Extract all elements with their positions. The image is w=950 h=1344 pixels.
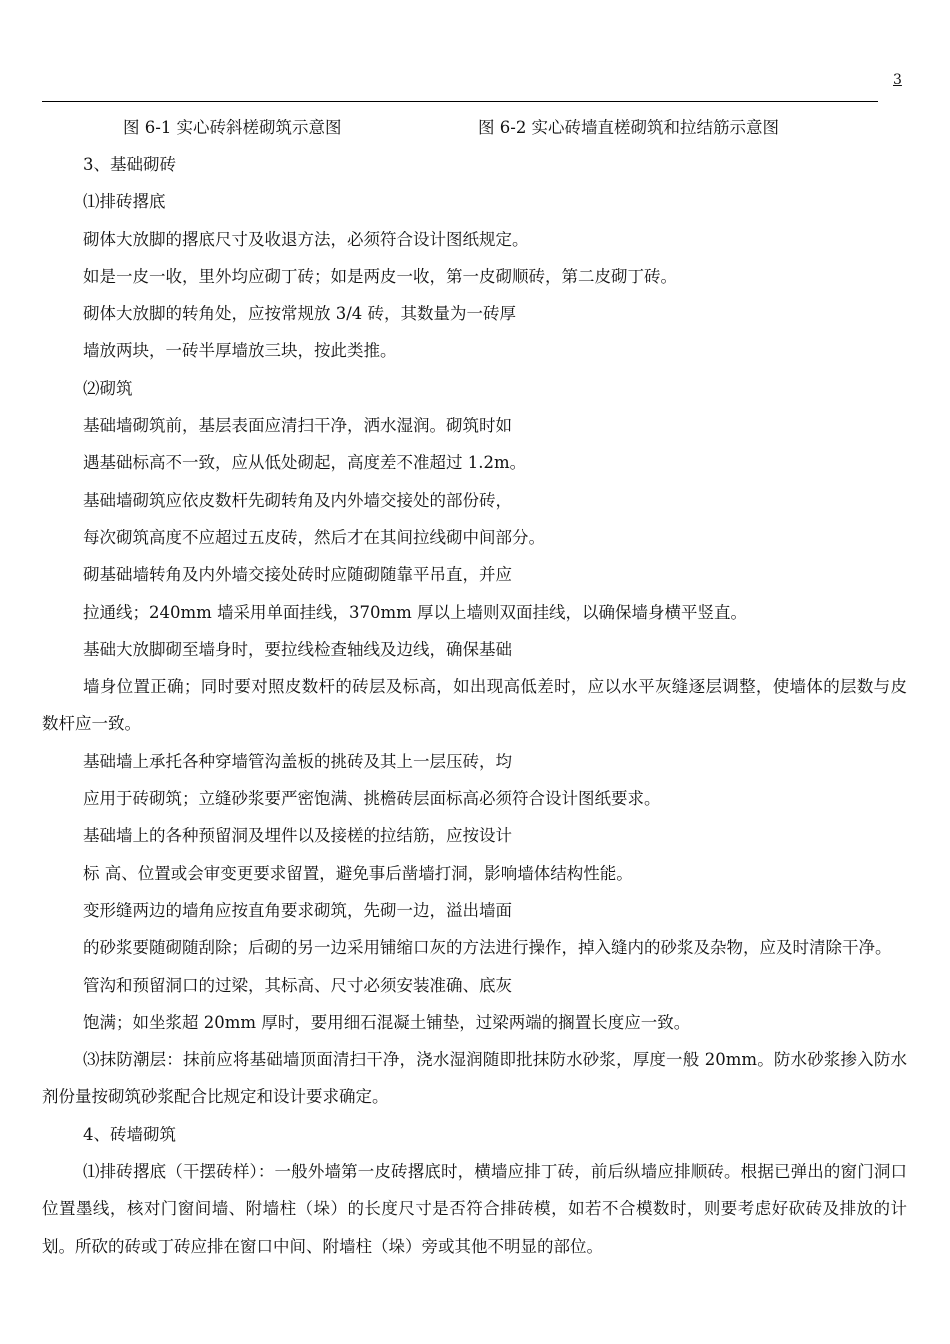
paragraph: 每次砌筑高度不应超过五皮砖，然后才在其间拉线砌中间部分。 [83,527,545,547]
paragraph: 基础墙砌筑应依皮数杆先砌转角及内外墙交接处的部份砖， [83,490,512,510]
paragraph: 墙身位置正确；同时要对照皮数杆的砖层及标高，如出现高低差时，应以水平灰缝逐层调整，使墙体的层数与皮数杆应一致。 [42,677,907,734]
paragraph: 砌体大放脚的撂底尺寸及收退方法，必须符合设计图纸规定。 [83,229,529,249]
paragraph: 基础墙砌筑前，基层表面应清扫干净，洒水湿润。砌筑时如 [83,416,512,436]
paragraph: 拉通线；240mm 墙采用单面挂线，370mm 厚以上墙则双面挂线，以确保墙身横平竖直。 [83,602,748,622]
page-number: 3 [893,72,902,88]
header-rule [42,101,878,102]
paragraph: 基础大放脚砌至墙身时，要拉线检查轴线及边线，确保基础 [83,639,512,659]
paragraph: 标 高、位置或会审变更要求留置，避免事后凿墙打洞，影响墙体结构性能。 [83,863,633,883]
section-heading-brick-wall-masonry: 4、砖墙砌筑 [83,1124,176,1144]
paragraph: 砌基础墙转角及内外墙交接处砖时应随砌随靠平吊直，并应 [83,565,512,585]
paragraph: 墙放两块，一砖半厚墙放三块，按此类推。 [83,341,397,361]
paragraph: 管沟和预留洞口的过梁，其标高、尺寸必须安装准确、底灰 [83,975,512,995]
figure-caption-6-1: 图 6-1 实心砖斜槎砌筑示意图 [123,118,342,137]
paragraph: 基础墙上的各种预留洞及埋件以及接槎的拉结筋，应按设计 [83,826,512,846]
paragraph: 基础墙上承托各种穿墙管沟盖板的挑砖及其上一层压砖，均 [83,751,512,771]
paragraph: 如是一皮一收，里外均应砌丁砖；如是两皮一收，第一皮砌顺砖，第二皮砌丁砖。 [83,266,677,286]
section-heading-foundation-brickwork: 3、基础砌砖 [83,155,176,174]
paragraph: 饱满；如坐浆超 20mm 厚时，要用细石混凝土铺垫，过梁两端的搁置长度应一致。 [83,1012,691,1032]
paragraph: 变形缝两边的墙角应按直角要求砌筑，先砌一边，溢出墙面 [83,900,512,920]
paragraph: 遇基础标高不一致，应从低处砌起，高度差不准超过 1.2m。 [83,453,527,473]
figure-caption-6-2: 图 6-2 实心砖墙直槎砌筑和拉结筋示意图 [478,118,780,137]
document-body [42,146,907,1265]
subheading-masonry: ⑵砌筑 [83,378,133,398]
paragraph-dry-laying: ⑴排砖撂底（干摆砖样）：一般外墙第一皮砖撂底时，横墙应排丁砖，前后纵墙应排顺砖。根据已弹出的窗门洞口位置墨线，核对门窗间墙、附墙柱（垛）的长度尺寸是否符合排砖模，如若不合模数时，则要考虑好砍砖及排放的计划。所砍的砖或丁砖应排在窗口中间、附墙柱（垛）旁或其他不明显的部位。 [42,1162,907,1256]
paragraph: 砌体大放脚的转角处，应按常规放 3/4 砖，其数量为一砖厚 [83,304,517,324]
subheading-laying-base-course: ⑴排砖撂底 [83,192,166,212]
paragraph: 的砂浆要随砌随刮除；后砌的另一边采用铺缩口灰的方法进行操作，掉入缝内的砂浆及杂物，应及时清除干净。 [83,938,892,958]
paragraph-damp-proof-course: ⑶抹防潮层：抹前应将基础墙顶面清扫干净，浇水湿润随即批抹防水砂浆，厚度一般 20mm。防水砂浆掺入防水剂份量按砌筑砂浆配合比规定和设计要求确定。 [42,1050,907,1107]
paragraph: 应用于砖砌筑；立缝砂浆要严密饱满、挑檐砖层面标高必须符合设计图纸要求。 [83,789,661,809]
